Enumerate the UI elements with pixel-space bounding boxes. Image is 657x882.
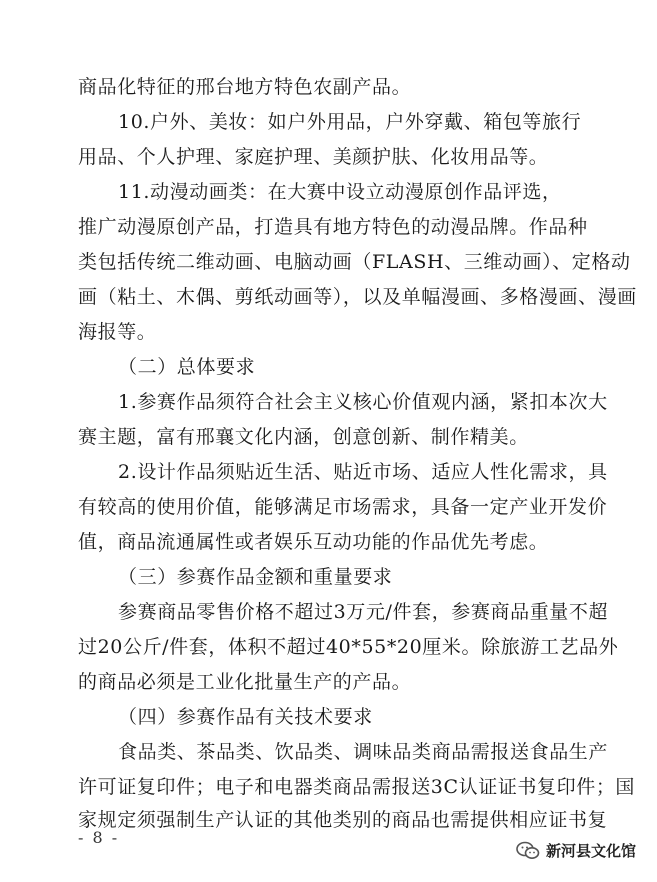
watermark	[516, 840, 636, 861]
text-line: 许可证复印件；电子和电器类商品需报送3C认证证书复印件；国	[78, 776, 636, 798]
text-line: 参赛商品零售价格不超过3万元/件套，参赛商品重量不超	[118, 601, 609, 623]
watermark-label: 新河县文化馆	[546, 842, 637, 860]
text-line: 赛主题，富有邢襄文化内涵，创意创新、制作精美。	[78, 426, 529, 448]
text-line: 推广动漫原创产品，打造具有地方特色的动漫品牌。作品种	[78, 216, 588, 238]
text-line: 类包括传统二维动画、电脑动画（FLASH、三维动画）、定格动	[78, 251, 631, 273]
text-line: 1.参赛作品须符合社会主义核心价值观内涵，紧扣本次大	[118, 391, 608, 413]
text-line: 过20公斤/件套，体积不超过40*55*20厘米。除旅游工艺品外	[78, 636, 619, 658]
text-line: 有较高的使用价值，能够满足市场需求，具备一定产业开发价	[78, 496, 608, 518]
section-heading: （四）参赛作品有关技术要求	[118, 706, 373, 728]
text-line: 值，商品流通属性或者娱乐互动功能的作品优先考虑。	[78, 531, 549, 553]
text-line: 食品类、茶品类、饮品类、调味品类商品需报送食品生产	[118, 741, 609, 763]
text-line: 家规定须强制生产认证的其他类别的商品也需提供相应证书复	[78, 809, 608, 831]
page-number: - 8 -	[78, 828, 120, 847]
text-line: 10.户外、美妆：如户外用品，户外穿戴、箱包等旅行	[118, 111, 582, 133]
section-heading: （三）参赛作品金额和重量要求	[118, 566, 393, 588]
text-line: 2.设计作品须贴近生活、贴近市场、适应人性化需求，具	[118, 461, 608, 483]
text-line: 商品化特征的邢台地方特色农副产品。	[78, 76, 412, 98]
text-line: 海报等。	[78, 321, 157, 343]
text-line: 用品、个人护理、家庭护理、美颜护肤、化妆用品等。	[78, 146, 549, 168]
text-line: 画（粘土、木偶、剪纸动画等），以及单幅漫画、多格漫画、漫画	[78, 286, 637, 308]
wechat-icon	[516, 841, 540, 861]
text-line: 的商品必须是工业化批量生产的产品。	[78, 671, 412, 693]
section-heading: （二）总体要求	[118, 356, 256, 378]
text-line: 11.动漫动画类：在大赛中设立动漫原创作品评选，	[118, 181, 562, 203]
